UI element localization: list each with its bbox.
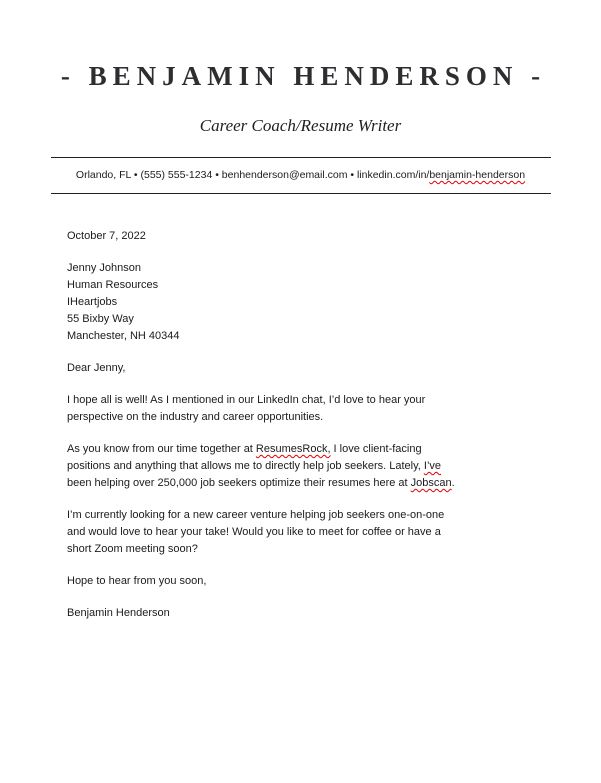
- text-segment: perspective on the industry and career opportunities.: [67, 411, 324, 423]
- text-segment: short Zoom meeting soon?: [67, 543, 198, 555]
- signature-name: Benjamin Henderson: [67, 607, 170, 619]
- recipient-city-state-zip: Manchester, NH 40344: [67, 330, 180, 342]
- recipient-address: [67, 260, 537, 345]
- recipient-name: Jenny Johnson: [67, 262, 141, 274]
- salutation: Dear Jenny,: [67, 362, 126, 374]
- letter-paragraphs: [67, 392, 537, 558]
- text-segment: and would love to hear your take! Would you like to meet for coffee or have a: [67, 526, 441, 538]
- recipient-company: IHeartjobs: [67, 296, 118, 308]
- misspelled-word: ResumesRock,: [255, 443, 331, 455]
- text-segment: I hope all is well! As I mentioned in our LinkedIn chat, I’d love to hear your: [67, 394, 426, 406]
- paragraph-line: [67, 458, 537, 475]
- paragraph-line: [67, 507, 537, 524]
- letter-body: [67, 228, 537, 622]
- paragraph-line: [67, 441, 537, 458]
- recipient-street: 55 Bixby Way: [67, 313, 134, 325]
- letterhead-job-title: Career Coach/Resume Writer: [199, 116, 402, 135]
- paragraph-line: [67, 392, 537, 409]
- misspelled-word: Jobscan: [410, 477, 452, 489]
- paragraph: [67, 507, 537, 558]
- closing-line: Hope to hear from you soon,: [67, 575, 207, 587]
- contact-text: Orlando, FL • (555) 555-1234 • benhenderson@email.com • linkedin.com/in/: [75, 169, 430, 181]
- text-segment: been helping over 250,000 job seekers optimize their resumes here at: [67, 477, 411, 489]
- text-segment: positions and anything that allows me to directly help job seekers. Lately,: [67, 460, 424, 472]
- contact-bar: [51, 157, 551, 194]
- text-segment: I love client-facing: [330, 443, 422, 455]
- paragraph-line: [67, 475, 537, 492]
- text-segment: I’m currently looking for a new career venture helping job seekers one-on-one: [67, 509, 445, 521]
- letterhead-name: - BENJAMIN HENDERSON -: [60, 61, 547, 91]
- contact-linkedin-handle-misspelled: benjamin-henderson: [429, 169, 526, 181]
- recipient-department: Human Resources: [67, 279, 159, 291]
- text-segment: As you know from our time together at: [67, 443, 256, 455]
- paragraph-line: [67, 541, 537, 558]
- date-line: October 7, 2022: [67, 230, 146, 242]
- paragraph: [67, 441, 537, 492]
- paragraph: [67, 392, 537, 426]
- paragraph-line: [67, 409, 537, 426]
- misspelled-word: I’ve: [423, 460, 442, 472]
- paragraph-line: [67, 524, 537, 541]
- text-segment: .: [451, 477, 455, 489]
